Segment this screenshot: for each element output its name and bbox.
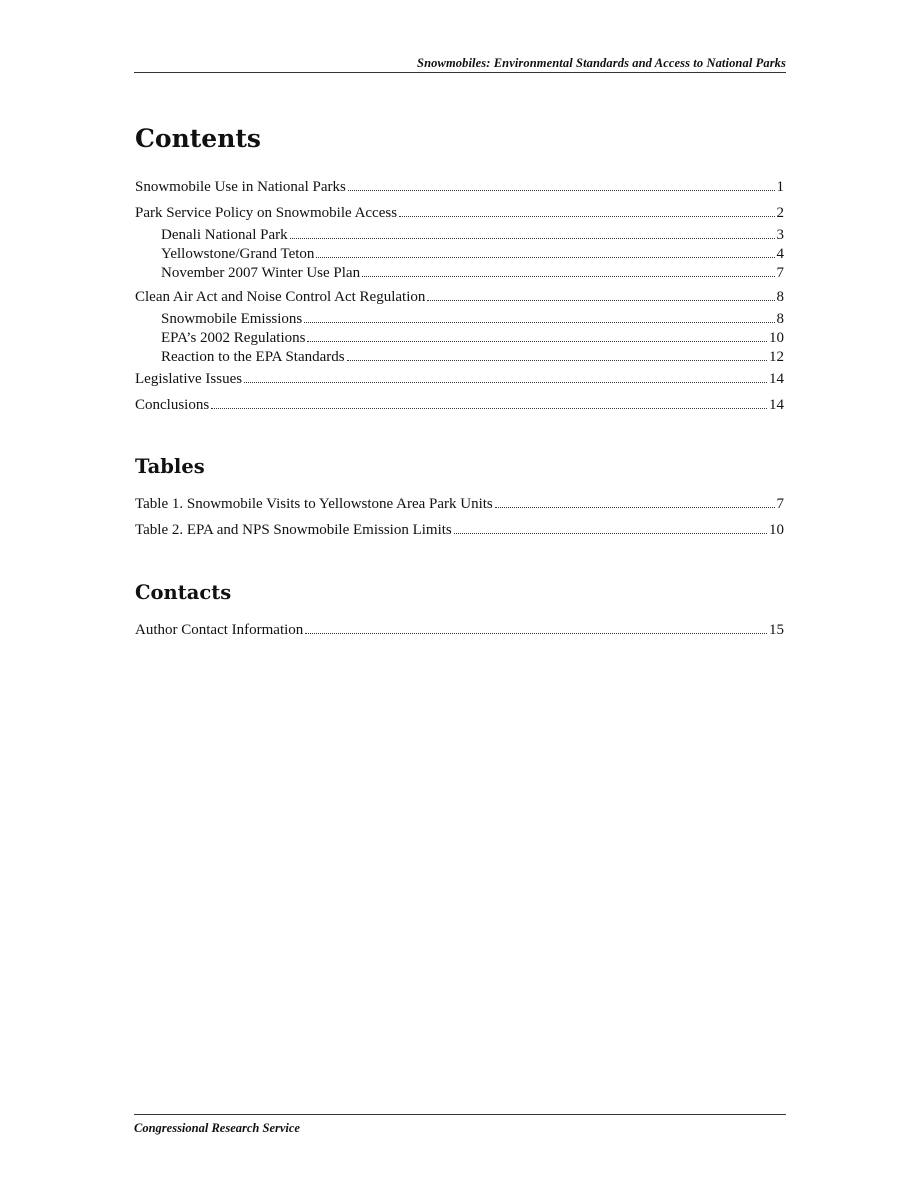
dot-leader — [362, 264, 774, 277]
toc-entry[interactable] — [161, 264, 784, 282]
toc-entry-page-number: 3 — [776, 227, 784, 243]
toc-entry-page-number: 14 — [769, 397, 784, 413]
toc-entry-label: Denali National Park — [161, 227, 288, 243]
toc-entry-page-number: 10 — [769, 522, 784, 538]
toc-entry[interactable] — [135, 521, 784, 539]
toc-entry-label: Legislative Issues — [135, 371, 243, 387]
toc-entry[interactable] — [135, 495, 784, 513]
dot-leader — [399, 204, 774, 217]
dot-leader — [307, 329, 767, 342]
dot-leader — [244, 370, 767, 383]
toc-entry-label: Reaction to the EPA Standards — [161, 349, 345, 365]
toc-entry-label: Snowmobile Emissions — [161, 311, 303, 327]
toc-entry[interactable] — [135, 178, 784, 196]
running-header: Snowmobiles: Environmental Standards and Access to National Parks — [134, 56, 786, 73]
contents-heading: Contents — [135, 124, 262, 153]
dot-leader — [454, 521, 767, 534]
dot-leader — [304, 310, 774, 323]
toc-entry-page-number: 8 — [776, 311, 784, 327]
contacts-heading: Contacts — [135, 581, 232, 604]
dot-leader — [495, 495, 775, 508]
toc-entry-label: Table 2. EPA and NPS Snowmobile Emission Limits — [135, 522, 452, 538]
toc-entry-label: EPA’s 2002 Regulations — [161, 330, 306, 346]
toc-entry-label: Snowmobile Use in National Parks — [135, 179, 346, 195]
toc-entry-label: November 2007 Winter Use Plan — [161, 265, 361, 281]
toc-entry[interactable] — [161, 329, 784, 347]
toc-entry-label: Park Service Policy on Snowmobile Access — [135, 205, 398, 221]
toc-entry[interactable] — [161, 348, 784, 366]
toc-entry[interactable] — [161, 310, 784, 328]
toc-entry-page-number: 7 — [776, 496, 784, 512]
toc-entry-page-number: 8 — [776, 289, 784, 305]
toc-entry[interactable] — [135, 204, 784, 222]
toc-entry-page-number: 4 — [776, 246, 784, 262]
dot-leader — [347, 348, 767, 361]
toc-entry[interactable] — [161, 245, 784, 263]
toc-entry-page-number: 1 — [776, 179, 784, 195]
dot-leader — [348, 178, 775, 191]
toc-entry-page-number: 12 — [769, 349, 784, 365]
toc-entry-page-number: 10 — [769, 330, 784, 346]
tables-heading: Tables — [135, 455, 205, 478]
toc-entry[interactable] — [135, 370, 784, 388]
running-footer: Congressional Research Service — [134, 1114, 786, 1136]
toc-entry-label: Conclusions — [135, 397, 210, 413]
toc-entry-page-number: 15 — [769, 622, 784, 638]
toc-entry-label: Clean Air Act and Noise Control Act Regulation — [135, 289, 426, 305]
toc-entry-label: Table 1. Snowmobile Visits to Yellowstone Area Park Units — [135, 496, 493, 512]
dot-leader — [305, 621, 767, 634]
toc-entry-label: Author Contact Information — [135, 622, 304, 638]
toc-entry-page-number: 2 — [776, 205, 784, 221]
toc-entry[interactable] — [161, 226, 784, 244]
toc-entry-page-number: 14 — [769, 371, 784, 387]
dot-leader — [316, 245, 774, 258]
toc-entry[interactable] — [135, 396, 784, 414]
dot-leader — [211, 396, 767, 409]
dot-leader — [290, 226, 775, 239]
toc-entry[interactable] — [135, 621, 784, 639]
toc-entry-label: Yellowstone/Grand Teton — [161, 246, 315, 262]
toc-entry[interactable] — [135, 288, 784, 306]
dot-leader — [427, 288, 774, 301]
toc-entry-page-number: 7 — [776, 265, 784, 281]
